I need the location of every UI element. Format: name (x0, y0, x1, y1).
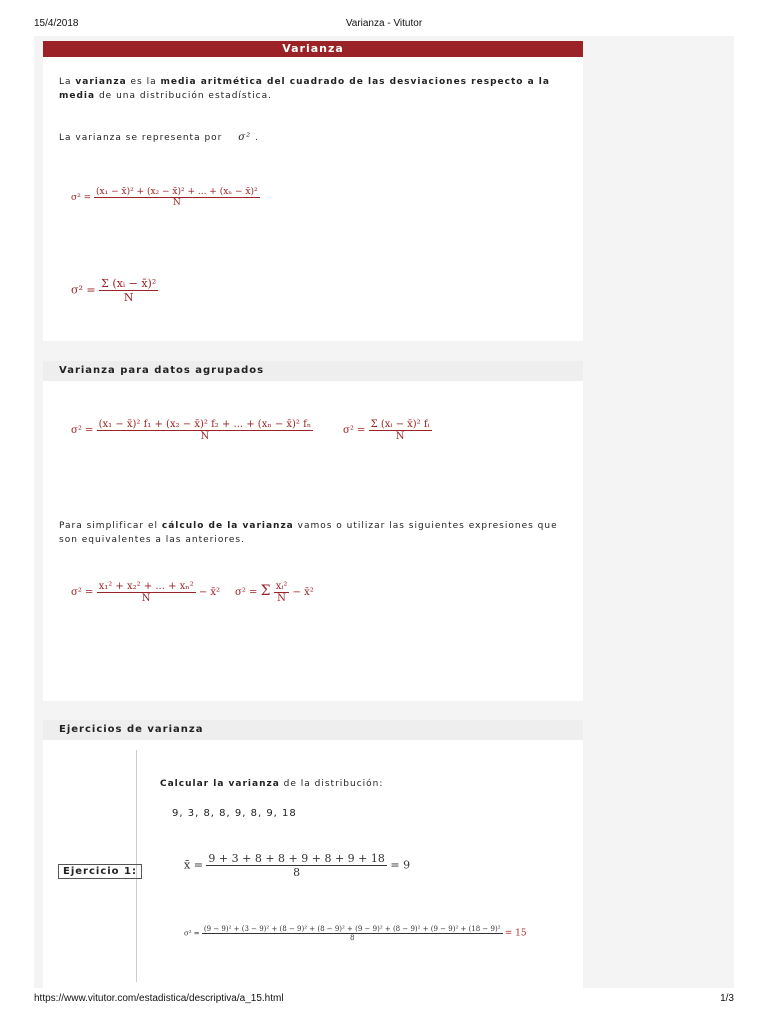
print-page-number: 1/3 (720, 993, 734, 1004)
print-header (0, 18, 768, 32)
formula-lhs: σ² = (343, 425, 366, 436)
formula-denominator: N (277, 593, 286, 604)
section-title-varianza: Varianza (43, 41, 583, 57)
grouped-data-card (43, 361, 583, 701)
formula-tail: − x̄² (292, 587, 314, 598)
variance-formula-expanded (71, 187, 260, 208)
formula-lhs: σ² = (71, 587, 94, 598)
formula-numerator: (x₁ − x̄)² f₁ + (x₂ − x̄)² f₂ + ... + (xₙ − x̄)² fₙ (98, 419, 312, 430)
formula-lhs: σ² = (235, 587, 258, 598)
formula-denominator: N (172, 198, 181, 208)
formula-numerator: xᵢ² (275, 581, 288, 592)
formula-denominator: 8 (293, 866, 301, 879)
definition-bold: media aritmética del cuadrado de las desviaciones respecto a la media (59, 77, 550, 101)
definition-part: de una distribución estadística. (95, 91, 272, 101)
sum-symbol: Σ (260, 583, 271, 599)
exercise-values: 9, 3, 8, 8, 9, 8, 9, 18 (172, 808, 297, 819)
formula-result: = 9 (390, 858, 411, 872)
formula-numerator: 9 + 3 + 8 + 8 + 9 + 8 + 9 + 18 (208, 852, 385, 865)
variance-result: = 15 (504, 928, 527, 939)
formula-tail: − x̄² (198, 587, 221, 598)
formula-numerator: (9 − 9)² + (3 − 9)² + (8 − 9)² + (8 − 9)² + (9 − 9)² + (8 − 9)² + (9 − 9)² + (18 − 9)² (203, 925, 501, 933)
grouped-variance-formula-expanded (71, 419, 313, 442)
formula-lhs: σ² = (71, 193, 92, 203)
simplify-bold: cálculo de la varianza (161, 521, 294, 531)
formula-fraction (94, 187, 260, 208)
formula-fraction (99, 277, 158, 304)
section-title-exercises: Ejercicios de varianza (43, 720, 583, 740)
exercise-prompt (160, 779, 383, 789)
formula-denominator: N (200, 431, 210, 442)
print-title: Varianza - Vitutor (345, 18, 423, 29)
representation-label: La varianza se representa por (59, 133, 223, 143)
formula-denominator: N (141, 593, 151, 604)
formula-fraction (369, 419, 432, 442)
variance-formula-sum (71, 277, 158, 304)
print-date: 15/4/2018 (34, 18, 79, 29)
print-footer (0, 993, 768, 1007)
formula-fraction (274, 581, 290, 604)
simplify-part: vamos o utilizar las siguientes expresiones que son equivalentes a las anteriores. (59, 521, 558, 545)
definition-part: es la (126, 77, 161, 87)
formula-denominator: N (395, 431, 405, 442)
simplified-variance-formula (71, 581, 220, 604)
formula-numerator: x₁² + x₂² + ... + xₙ² (98, 581, 194, 592)
exercise-label: Ejercicio 1: (58, 864, 142, 879)
formula-numerator: Σ (xᵢ − x̄)² (101, 277, 157, 290)
simplified-variance-formula-sum (235, 581, 314, 604)
representation-end: . (254, 133, 259, 143)
formula-fraction (202, 925, 503, 942)
formula-lhs: σ² = (184, 929, 200, 938)
formula-fraction (97, 581, 196, 604)
definition-part: La (59, 77, 76, 87)
formula-denominator: 8 (349, 934, 355, 942)
formula-lhs: σ² = (71, 425, 94, 436)
simplify-part: Para simplificar el (59, 521, 162, 531)
grouped-variance-formula-sum (343, 419, 432, 442)
formula-fraction (206, 852, 386, 879)
varianza-card (43, 41, 583, 341)
representation-text (59, 131, 259, 145)
definition-text (59, 75, 559, 103)
print-url[interactable]: https://www.vitutor.com/estadistica/descriptiva/a_15.html (34, 993, 284, 1004)
formula-fraction (97, 419, 314, 442)
sigma-symbol: σ² (238, 132, 252, 143)
mean-formula (184, 852, 410, 879)
definition-bold: varianza (75, 77, 127, 87)
formula-denominator: N (123, 291, 134, 304)
formula-numerator: (x₁ − x̄)² + (x₂ − x̄)² + ... + (xₙ − x̄)² (96, 187, 258, 197)
section-title-grouped: Varianza para datos agrupados (43, 361, 583, 381)
variance-calculation (184, 925, 527, 942)
formula-lhs: x̄ = (184, 858, 203, 872)
exercise-prompt-rest: de la distribución: (279, 779, 384, 789)
simplify-text (59, 519, 571, 547)
exercise-prompt-bold: Calcular la varianza (160, 779, 280, 789)
formula-numerator: Σ (xᵢ − x̄)² fᵢ (370, 419, 430, 430)
formula-lhs: σ² = (71, 283, 96, 297)
